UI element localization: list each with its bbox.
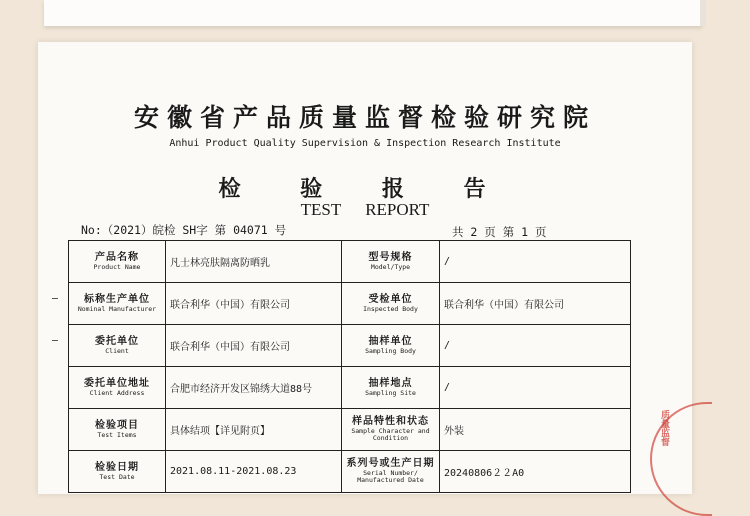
margin-mark xyxy=(52,340,58,341)
right-value: 联合利华（中国）有限公司 xyxy=(440,283,631,325)
left-label-cn: 委托单位地址 xyxy=(84,378,150,390)
right-label-cell xyxy=(342,283,440,325)
left-label-cn: 标称生产单位 xyxy=(84,294,150,306)
left-label-en: Test Date xyxy=(99,472,135,481)
left-value: 联合利华（中国）有限公司 xyxy=(166,325,342,367)
official-seal xyxy=(650,402,712,516)
report-number: No:（2021）皖检 SH字 第 04071 号 xyxy=(81,223,287,237)
right-label-en: Sample Character and Condition xyxy=(351,426,430,443)
left-value: 联合利华（中国）有限公司 xyxy=(166,283,342,325)
info-row xyxy=(69,325,631,367)
left-label-en: Product Name xyxy=(93,262,141,271)
right-label-cell xyxy=(342,325,440,367)
right-value: / xyxy=(440,241,631,283)
left-value: 凡士林亮肤隔离防晒乳 xyxy=(166,241,342,283)
right-value: / xyxy=(440,325,631,367)
left-label-cn: 检验日期 xyxy=(95,462,139,474)
seal-text: 质量监督 xyxy=(659,410,669,446)
right-label-en: Sampling Body xyxy=(365,346,416,355)
right-label-cell xyxy=(342,451,440,493)
info-row xyxy=(69,241,631,283)
left-label-cell xyxy=(69,241,166,283)
report-title-en: TEST REPORT xyxy=(300,200,430,219)
right-value: 外装 xyxy=(440,409,631,451)
left-label-cell xyxy=(69,409,166,451)
left-label-cn: 产品名称 xyxy=(95,252,139,264)
right-label-en: Serial Number/ Manufactured Date xyxy=(357,468,424,485)
left-label-en: Nominal Manufacturer xyxy=(77,304,157,313)
report-title-cn: 检 验 报 告 xyxy=(218,176,512,202)
margin-mark xyxy=(52,298,58,299)
right-label-en: Sampling Site xyxy=(365,388,416,397)
right-label-cn: 系列号或生产日期 xyxy=(346,458,435,470)
left-value: 具体结项【详见附页】 xyxy=(166,409,342,451)
info-row xyxy=(69,451,631,493)
right-label-cn: 受检单位 xyxy=(368,294,413,306)
info-row xyxy=(69,409,631,451)
institute-name-en: Anhui Product Quality Supervision & Inspection Research Institute xyxy=(169,138,561,149)
report-page xyxy=(38,42,692,494)
left-label-cell xyxy=(69,283,166,325)
left-label-cell xyxy=(69,451,166,493)
right-label-cell xyxy=(342,367,440,409)
right-label-en: Inspected Body xyxy=(363,304,418,313)
left-label-en: Test Items xyxy=(97,430,137,439)
institute-name-cn: 安徽省产品质量监督检验研究院 xyxy=(133,103,596,132)
right-label-cell xyxy=(342,241,440,283)
left-label-cn: 检验项目 xyxy=(95,420,139,432)
right-label-cn: 抽样地点 xyxy=(368,378,413,390)
left-label-en: Client Address xyxy=(89,388,145,397)
left-label-cell xyxy=(69,325,166,367)
right-label-cell xyxy=(342,409,440,451)
right-label-cn: 型号规格 xyxy=(368,252,413,264)
left-value: 2021.08.11-2021.08.23 xyxy=(166,451,342,493)
page-count: 共 2 页 第 1 页 xyxy=(452,225,547,239)
info-row xyxy=(69,283,631,325)
previous-page-edge xyxy=(700,0,706,26)
right-value: 20240806２２A0 xyxy=(440,451,631,493)
left-value: 合肥市经济开发区锦绣大道88号 xyxy=(166,367,342,409)
right-value: / xyxy=(440,367,631,409)
left-label-en: Client xyxy=(105,346,129,355)
previous-page-sheet xyxy=(44,0,702,26)
left-label-cn: 委托单位 xyxy=(95,336,139,348)
left-label-cell xyxy=(69,367,166,409)
right-label-cn: 样品特性和状态 xyxy=(352,416,429,428)
right-label-en: Model/Type xyxy=(370,262,411,271)
info-row xyxy=(69,367,631,409)
right-label-cn: 抽样单位 xyxy=(368,336,413,348)
info-table xyxy=(68,240,631,493)
